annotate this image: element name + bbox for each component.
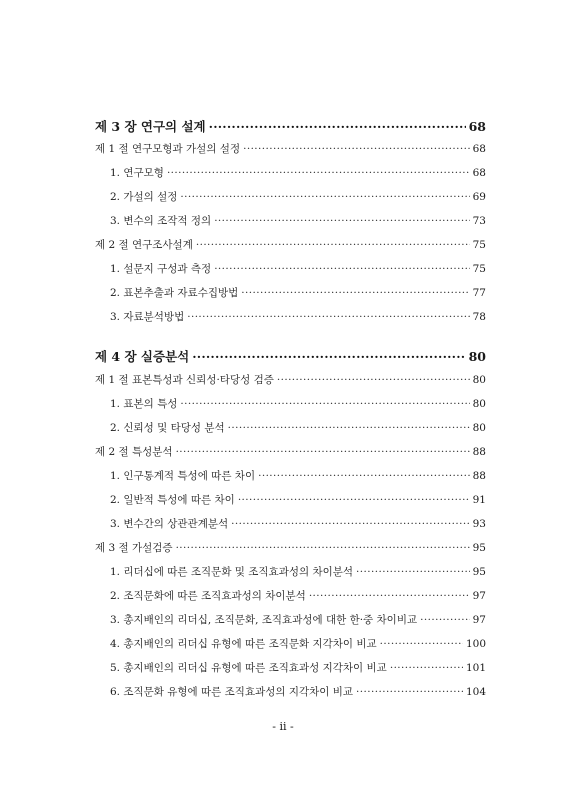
- toc-leader-dots: [214, 214, 469, 228]
- toc-section-entry: [95, 445, 486, 459]
- page-footer: - ii -: [272, 720, 294, 733]
- toc-page-number: 88: [472, 446, 486, 458]
- toc-item-entry: [110, 517, 486, 531]
- toc-entry-label: 1. 설문지 구성과 측정: [110, 263, 212, 275]
- toc-entry-label: 1. 표본의 특성: [110, 398, 178, 410]
- toc-page-number: 93: [472, 518, 486, 530]
- toc-entry-label: 제 1 절 표본특성과 신뢰성·타당성 검증: [95, 374, 274, 386]
- toc-page-number: 91: [472, 494, 486, 506]
- toc-leader-dots: [390, 661, 463, 675]
- toc-item-entry: [110, 493, 486, 507]
- toc-page-number: 95: [472, 566, 486, 578]
- toc-page-number: 68: [472, 143, 486, 155]
- toc-entry-label: 제 1 절 연구모형과 가설의 설정: [95, 143, 241, 155]
- toc-leader-dots: [209, 119, 466, 135]
- toc-item-entry: [110, 661, 486, 675]
- toc-entry-label: 3. 변수간의 상관관계분석: [110, 518, 229, 530]
- toc-item-entry: [110, 397, 486, 411]
- toc-chapter-entry: [95, 119, 486, 135]
- toc-chapter-entry: [95, 349, 486, 365]
- toc-leader-dots: [176, 541, 470, 555]
- toc-entry-label: 2. 표본추출과 자료수집방법: [110, 287, 239, 299]
- toc-page-number: 75: [472, 263, 486, 275]
- toc-page-number: 97: [472, 590, 486, 602]
- toc-item-entry: [110, 262, 486, 276]
- toc-item-entry: [110, 286, 486, 300]
- toc-entry-label: 4. 총지배인의 리더십 유형에 따른 조직문화 지각차이 비교: [110, 638, 377, 650]
- toc-item-entry: [110, 589, 486, 603]
- toc-page-number: 97: [472, 614, 486, 626]
- toc-entry-label: 2. 신뢰성 및 타당성 분석: [110, 422, 225, 434]
- toc-leader-dots: [176, 445, 470, 459]
- toc-leader-dots: [214, 262, 469, 276]
- toc-leader-dots: [192, 349, 465, 365]
- toc-entry-label: 2. 조직문화에 따른 조직효과성의 차이분석: [110, 590, 306, 602]
- toc-leader-dots: [420, 613, 470, 627]
- toc-leader-dots: [243, 142, 470, 156]
- toc-leader-dots: [187, 310, 469, 324]
- toc-page-number: 95: [472, 542, 486, 554]
- toc-item-entry: [110, 190, 486, 204]
- toc-item-entry: [110, 613, 486, 627]
- toc-item-entry: [110, 685, 486, 699]
- toc-section-entry: [95, 541, 486, 555]
- toc-item-entry: [110, 310, 486, 324]
- toc-entry-label: 3. 총지배인의 리더십, 조직문화, 조직효과성에 대한 한·중 차이비교: [110, 614, 418, 626]
- toc-page-number: 80: [472, 422, 486, 434]
- toc-page-number: 80: [472, 398, 486, 410]
- toc-item-entry: [110, 421, 486, 435]
- toc-page-number: 101: [465, 662, 486, 674]
- toc-item-entry: [110, 565, 486, 579]
- toc-entry-label: 6. 조직문화 유형에 따른 조직효과성의 지각차이 비교: [110, 686, 354, 698]
- toc-leader-dots: [309, 589, 470, 603]
- toc-page-number: 77: [472, 287, 486, 299]
- toc-entry-label: 1. 연구모형: [110, 167, 164, 179]
- toc-entry-label: 1. 리더십에 따른 조직문화 및 조직효과성의 차이분석: [110, 566, 354, 578]
- toc-leader-dots: [180, 190, 469, 204]
- toc-entry-label: 제 3 장 연구의 설계: [95, 119, 206, 134]
- toc-entry-label: 2. 가설의 설정: [110, 191, 178, 203]
- toc-leader-dots: [196, 238, 470, 252]
- toc-entry-label: 제 3 절 가설검증: [95, 542, 173, 554]
- toc-page-number: 69: [472, 191, 486, 203]
- toc-entry-label: 3. 변수의 조작적 정의: [110, 215, 212, 227]
- toc-item-entry: [110, 469, 486, 483]
- toc-entry-label: 1. 인구통계적 특성에 따른 차이: [110, 470, 256, 482]
- toc-entry-label: 3. 자료분석방법: [110, 311, 185, 323]
- toc-page-number: 88: [472, 470, 486, 482]
- toc-page-number: 73: [472, 215, 486, 227]
- toc-leader-dots: [238, 493, 470, 507]
- toc-page-number: 80: [472, 374, 486, 386]
- toc-entry-label: 제 2 절 특성분석: [95, 446, 173, 458]
- toc-leader-dots: [241, 286, 469, 300]
- toc-page-number: 100: [465, 638, 486, 650]
- toc-leader-dots: [356, 685, 463, 699]
- toc-leader-dots: [167, 166, 470, 180]
- toc-page-number: 104: [465, 686, 486, 698]
- toc-leader-dots: [277, 373, 470, 387]
- toc-section-entry: [95, 238, 486, 252]
- toc-page-number: 80: [468, 349, 486, 364]
- toc-leader-dots: [380, 637, 463, 651]
- toc-page-number: 78: [472, 311, 486, 323]
- toc-entry-label: 5. 총지배인의 리더십 유형에 따른 조직효과성 지각차이 비교: [110, 662, 387, 674]
- toc-leader-dots: [356, 565, 470, 579]
- toc-section-entry: [95, 373, 486, 387]
- toc-leader-dots: [258, 469, 470, 483]
- toc-item-entry: [110, 214, 486, 228]
- toc-leader-dots: [180, 397, 469, 411]
- toc-entry-label: 제 4 장 실증분석: [95, 349, 190, 364]
- toc-entry-label: 2. 일반적 특성에 따른 차이: [110, 494, 235, 506]
- toc-item-entry: [110, 637, 486, 651]
- toc-entry-label: 제 2 절 연구조사설계: [95, 239, 193, 251]
- toc-page-number: 68: [468, 119, 486, 134]
- toc-item-entry: [110, 166, 486, 180]
- toc-leader-dots: [231, 517, 470, 531]
- toc-page-number: 75: [472, 239, 486, 251]
- toc-page-number: 68: [472, 167, 486, 179]
- toc-leader-dots: [228, 421, 470, 435]
- toc-section-entry: [95, 142, 486, 156]
